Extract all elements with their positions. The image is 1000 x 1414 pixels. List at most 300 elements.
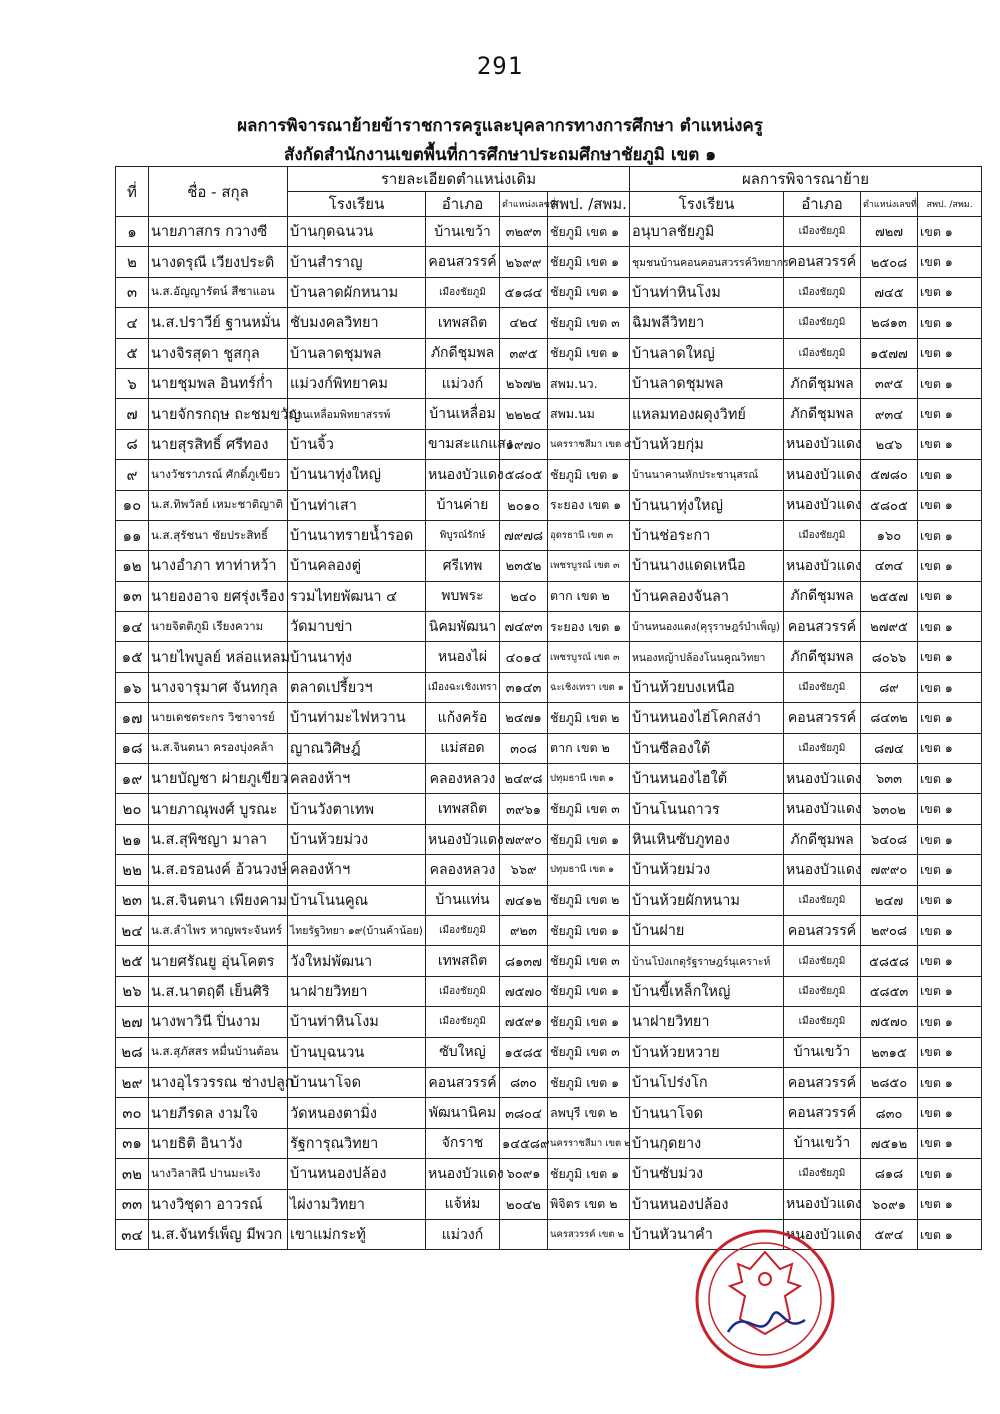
- table-row: [116, 399, 982, 429]
- original-area-office: ชัยภูมิ เขต ๑: [548, 915, 630, 945]
- header-name: ชื่อ - สกุล: [149, 167, 288, 217]
- original-position-no: ๗๔๙๓: [500, 612, 548, 642]
- original-school: รัฐการุณวิทยา: [288, 1128, 426, 1158]
- table-row: [116, 794, 982, 824]
- original-amphoe: หนองบัวแดง: [426, 824, 500, 854]
- original-position-no: ๗๙๗๘: [500, 520, 548, 550]
- row-number: ๑: [116, 217, 149, 247]
- new-position-no: ๗๕๗๐: [861, 1007, 918, 1037]
- table-row: [116, 885, 982, 915]
- new-area: เขต ๑: [918, 855, 982, 885]
- original-school: บ้านนาโจด: [288, 1067, 426, 1097]
- original-school: บ้านท่าเสา: [288, 490, 426, 520]
- original-school: บ้านหนองปล้อง: [288, 1159, 426, 1189]
- original-area-office: ปทุมธานี เขต ๑: [548, 764, 630, 794]
- original-position-no: ๒๖๗๒: [500, 368, 548, 398]
- original-position-no: ๒๔๗๑: [500, 703, 548, 733]
- original-position-no: ๒๖๙๙: [500, 247, 548, 277]
- teacher-name: นางอำภา ทาท่าหว้า: [149, 551, 288, 581]
- original-school: บ้านกุดฉนวน: [288, 217, 426, 247]
- original-position-no: ๔๒๔: [500, 308, 548, 338]
- original-school: วังใหม่พัฒนา: [288, 946, 426, 976]
- original-amphoe: บ้านเขว้า: [426, 217, 500, 247]
- original-position-no: ๓๑๔๓: [500, 672, 548, 702]
- new-amphoe: คอนสวรรค์: [784, 703, 861, 733]
- new-amphoe: หนองบัวแดง: [784, 429, 861, 459]
- row-number: ๒๓: [116, 885, 149, 915]
- original-position-no: ๒๔๙๘: [500, 764, 548, 794]
- original-position-no: ๕๘๐๕: [500, 460, 548, 490]
- new-position-no: ๘๐๖๖: [861, 642, 918, 672]
- new-school: บ้านห้วยผักหนาม: [630, 885, 784, 915]
- original-school: วัดหนองตามิ่ง: [288, 1098, 426, 1128]
- new-area: เขต ๑: [918, 946, 982, 976]
- new-position-no: ๖๐๙๑: [861, 1189, 918, 1219]
- original-amphoe: หนองไผ่: [426, 642, 500, 672]
- original-area-office: ชัยภูมิ เขต ๑: [548, 277, 630, 307]
- teacher-name: นางจารุมาศ จันทกุล: [149, 672, 288, 702]
- new-school: บ้านคลองจันลา: [630, 581, 784, 611]
- table-row: [116, 581, 982, 611]
- teacher-name: น.ส.จินตนา เพียงคาม: [149, 885, 288, 915]
- header-new-position-no: ตำแหน่งเลขที่: [861, 192, 918, 217]
- row-number: ๓๐: [116, 1098, 149, 1128]
- new-position-no: ๕๘๕๓: [861, 976, 918, 1006]
- new-school: บ้านนาโจด: [630, 1098, 784, 1128]
- original-amphoe: เทพสถิต: [426, 308, 500, 338]
- table-row: [116, 460, 982, 490]
- row-number: ๑๔: [116, 612, 149, 642]
- new-area: เขต ๑: [918, 1037, 982, 1067]
- original-school: ไผ่งามวิทยา: [288, 1189, 426, 1219]
- new-amphoe: หนองบัวแดง: [784, 551, 861, 581]
- table-row: [116, 915, 982, 945]
- new-amphoe: หนองบัวแดง: [784, 460, 861, 490]
- new-area: เขต ๑: [918, 794, 982, 824]
- original-position-no: ๒๐๔๒: [500, 1189, 548, 1219]
- original-amphoe: บ้านค่าย: [426, 490, 500, 520]
- row-number: ๔: [116, 308, 149, 338]
- original-position-no: ๔๐๑๔: [500, 642, 548, 672]
- original-position-no: ๓๙๕: [500, 338, 548, 368]
- new-area: เขต ๑: [918, 217, 982, 247]
- new-area: เขต ๑: [918, 976, 982, 1006]
- new-school: บ้านหนองไฮ่โคกสง่า: [630, 703, 784, 733]
- teacher-name: นายสุรสิทธิ์ ศรีทอง: [149, 429, 288, 459]
- new-school: ชุมชนบ้านคอนคอนสวรรค์วิทยากร: [630, 247, 784, 277]
- new-area: เขต ๑: [918, 703, 982, 733]
- original-school: ตลาดเปรี้ยวฯ: [288, 672, 426, 702]
- table-row: [116, 1128, 982, 1158]
- teacher-name: นางวิลาสินี ปานมะเริง: [149, 1159, 288, 1189]
- table-row: [116, 217, 982, 247]
- new-amphoe: เมืองชัยภูมิ: [784, 338, 861, 368]
- original-position-no: ๒๓๕๒: [500, 551, 548, 581]
- original-area-office: ชัยภูมิ เขต ๑: [548, 1159, 630, 1189]
- teacher-name: นายไพบูลย์ หล่อแหลม: [149, 642, 288, 672]
- row-number: ๗: [116, 399, 149, 429]
- new-position-no: ๒๕๐๘: [861, 247, 918, 277]
- table-row: [116, 672, 982, 702]
- new-position-no: ๖๔๐๘: [861, 824, 918, 854]
- original-amphoe: แก้งคร้อ: [426, 703, 500, 733]
- original-school: บ้านนาทรายน้ำรอด: [288, 520, 426, 550]
- new-school: บ้านกุดยาง: [630, 1128, 784, 1158]
- new-position-no: ๑๖๐: [861, 520, 918, 550]
- table-row: [116, 976, 982, 1006]
- row-number: ๒๑: [116, 824, 149, 854]
- original-position-no: ๒๐๑๐: [500, 490, 548, 520]
- teacher-name: นางดรุณี เวียงประดิ: [149, 247, 288, 277]
- original-amphoe: บ้านแท่น: [426, 885, 500, 915]
- new-amphoe: ภักดีชุมพล: [784, 581, 861, 611]
- row-number: ๙: [116, 460, 149, 490]
- new-school: บ้านหนองไฮใต้: [630, 764, 784, 794]
- original-amphoe: แม่สอด: [426, 733, 500, 763]
- new-amphoe: ภักดีชุมพล: [784, 399, 861, 429]
- original-amphoe: เมืองชัยภูมิ: [426, 915, 500, 945]
- table-row: [116, 1037, 982, 1067]
- original-amphoe: นิคมพัฒนา: [426, 612, 500, 642]
- new-school: หนองหญ้าปล้องโนนคูณวิทยา: [630, 642, 784, 672]
- original-area-office: ลพบุรี เขต ๒: [548, 1098, 630, 1128]
- teacher-name: นายจักรกฤษ ถะชมขวัญ: [149, 399, 288, 429]
- new-area: เขต ๑: [918, 277, 982, 307]
- original-area-office: ชัยภูมิ เขต ๑: [548, 824, 630, 854]
- new-position-no: ๕๘๐๕: [861, 490, 918, 520]
- row-number: ๒: [116, 247, 149, 277]
- new-amphoe: หนองบัวแดง: [784, 855, 861, 885]
- original-area-office: สพม.นม: [548, 399, 630, 429]
- new-amphoe: เมืองชัยภูมิ: [784, 277, 861, 307]
- header-new-amphoe: อำเภอ: [784, 192, 861, 217]
- original-position-no: ๑๙๗๐: [500, 429, 548, 459]
- new-amphoe: ภักดีชุมพล: [784, 824, 861, 854]
- new-school: นาฝายวิทยา: [630, 1007, 784, 1037]
- original-area-office: ชัยภูมิ เขต ๑: [548, 1067, 630, 1097]
- new-school: ฉิมพลีวิทยา: [630, 308, 784, 338]
- original-amphoe: เมืองชัยภูมิ: [426, 277, 500, 307]
- new-position-no: ๗๔๕: [861, 277, 918, 307]
- table-row: [116, 946, 982, 976]
- teacher-name: นางพาวินี ปิ่นงาม: [149, 1007, 288, 1037]
- original-position-no: ๒๒๒๔: [500, 399, 548, 429]
- new-area: เขต ๑: [918, 733, 982, 763]
- new-position-no: ๒๘๑๓: [861, 308, 918, 338]
- new-position-no: ๒๘๕๐: [861, 1067, 918, 1097]
- original-school: บ้านโนนคูณ: [288, 885, 426, 915]
- original-position-no: ๕๑๘๔: [500, 277, 548, 307]
- header-transfer-result: ผลการพิจารณาย้าย: [630, 167, 982, 192]
- new-amphoe: บ้านเขว้า: [784, 1037, 861, 1067]
- teacher-name: นายบัญชา ผ่ายภูเขียว: [149, 764, 288, 794]
- new-amphoe: เมืองชัยภูมิ: [784, 217, 861, 247]
- teacher-name: น.ส.จันทร์เพ็ญ มีพวก: [149, 1219, 288, 1249]
- original-school: บ้านนาทุ่งใหญ่: [288, 460, 426, 490]
- new-position-no: ๖๓๐๒: [861, 794, 918, 824]
- original-school: บ้านลาดชุมพล: [288, 338, 426, 368]
- original-amphoe: แจ้ห่ม: [426, 1189, 500, 1219]
- table-row: [116, 824, 982, 854]
- new-area: เขต ๑: [918, 612, 982, 642]
- teacher-name: นางจิรสุดา ชูสกุล: [149, 338, 288, 368]
- table-row: [116, 1159, 982, 1189]
- new-amphoe: ภักดีชุมพล: [784, 642, 861, 672]
- new-position-no: ๗๒๗: [861, 217, 918, 247]
- row-number: ๑๖: [116, 672, 149, 702]
- original-area-office: ชัยภูมิ เขต ๑: [548, 217, 630, 247]
- new-position-no: ๖๓๓: [861, 764, 918, 794]
- original-position-no: ๓๒๙๓: [500, 217, 548, 247]
- original-school: บ้านลาดผักหนาม: [288, 277, 426, 307]
- original-school: ชับมงคลวิทยา: [288, 308, 426, 338]
- new-amphoe: หนองบัวแดง: [784, 490, 861, 520]
- teacher-name: นายองอาจ ยศรุ่งเรือง: [149, 581, 288, 611]
- row-number: ๒๘: [116, 1037, 149, 1067]
- new-amphoe: เมืองชัยภูมิ: [784, 733, 861, 763]
- new-school: บ้านโป่งเกตุรัฐราษฎร์นุเคราะห์: [630, 946, 784, 976]
- original-amphoe: พัฒนานิคม: [426, 1098, 500, 1128]
- original-position-no: ๗๔๑๒: [500, 885, 548, 915]
- document-subtitle: สังกัดสำนักงานเขตพื้นที่การศึกษาประถมศึกษาชัยภูมิ เขต ๑: [283, 145, 717, 165]
- row-number: ๒๙: [116, 1067, 149, 1097]
- teacher-name: นายศรัณยู อุ่นโคตร: [149, 946, 288, 976]
- original-area-office: นครสวรรค์ เขต ๒: [548, 1219, 630, 1249]
- new-area: เขต ๑: [918, 1067, 982, 1097]
- row-number: ๑๑: [116, 520, 149, 550]
- new-area: เขต ๑: [918, 1098, 982, 1128]
- new-position-no: ๘๗๔: [861, 733, 918, 763]
- header-new-school: โรงเรียน: [630, 192, 784, 217]
- new-area: เขต ๑: [918, 1219, 982, 1249]
- new-amphoe: หนองบัวแดง: [784, 1219, 861, 1249]
- original-position-no: ๙๒๓: [500, 915, 548, 945]
- table-row: [116, 855, 982, 885]
- row-number: ๑๗: [116, 703, 149, 733]
- new-area: เขต ๑: [918, 885, 982, 915]
- original-school: ไทยรัฐวิทยา ๑๙(บ้านค้าน้อย): [288, 915, 426, 945]
- original-amphoe: แม่วงก์: [426, 368, 500, 398]
- new-school: บ้านห้วยกุ่ม: [630, 429, 784, 459]
- new-amphoe: เมืองชัยภูมิ: [784, 885, 861, 915]
- original-position-no: ๘๑๓๗: [500, 946, 548, 976]
- header-original-school: โรงเรียน: [288, 192, 426, 217]
- original-amphoe: พิบูรณ์รักษ์: [426, 520, 500, 550]
- teacher-name: นายภาสกร กวางซี: [149, 217, 288, 247]
- row-number: ๖: [116, 368, 149, 398]
- table-row: [116, 733, 982, 763]
- original-position-no: ๑๕๘๕: [500, 1037, 548, 1067]
- teacher-name: น.ส.จินตนา ครองบุ่งคล้า: [149, 733, 288, 763]
- new-amphoe: หนองบัวแดง: [784, 764, 861, 794]
- teacher-name: นางอุไรวรรณ ช่างปลูก: [149, 1067, 288, 1097]
- new-area: เขต ๑: [918, 490, 982, 520]
- row-number: ๑๘: [116, 733, 149, 763]
- new-area: เขต ๑: [918, 824, 982, 854]
- new-amphoe: หนองบัวแดง: [784, 794, 861, 824]
- original-position-no: ๓๘๐๔: [500, 1098, 548, 1128]
- new-school: หินเหินซับภูทอง: [630, 824, 784, 854]
- new-position-no: ๙๓๔: [861, 399, 918, 429]
- original-amphoe: เมืองฉะเชิงเทรา: [426, 672, 500, 702]
- teacher-name: น.ส.สุภัสสร หมื่นบ้านต้อน: [149, 1037, 288, 1067]
- row-number: ๑๙: [116, 764, 149, 794]
- original-school: วัดมาบข่า: [288, 612, 426, 642]
- new-position-no: ๑๕๗๗: [861, 338, 918, 368]
- original-school: บ้านคลองตู่: [288, 551, 426, 581]
- new-position-no: ๗๙๙๐: [861, 855, 918, 885]
- teacher-name: นางวัชราภรณ์ ศักดิ์ภูเขียว: [149, 460, 288, 490]
- table-row: [116, 277, 982, 307]
- header-original-position: รายละเอียดตำแหน่งเดิม: [288, 167, 630, 192]
- table-row: [116, 612, 982, 642]
- header-original-area: สพป. /สพม.: [548, 192, 630, 217]
- table-row: [116, 308, 982, 338]
- row-number: ๒๗: [116, 1007, 149, 1037]
- original-area-office: ชัยภูมิ เขต ๑: [548, 338, 630, 368]
- table-row: [116, 338, 982, 368]
- table-row: [116, 1007, 982, 1037]
- row-number: ๑๓: [116, 581, 149, 611]
- row-number: ๒๔: [116, 915, 149, 945]
- original-area-office: ฉะเชิงเทรา เขต ๑: [548, 672, 630, 702]
- teacher-name: น.ส.สุพิชญา มาลา: [149, 824, 288, 854]
- original-position-no: ๓๙๖๑: [500, 794, 548, 824]
- new-amphoe: เมืองชัยภูมิ: [784, 520, 861, 550]
- original-area-office: อุดรธานี เขต ๓: [548, 520, 630, 550]
- original-area-office: ชัยภูมิ เขต ๑: [548, 976, 630, 1006]
- original-position-no: ๗๙๙๐: [500, 824, 548, 854]
- table-row: [116, 1067, 982, 1097]
- header-original-amphoe: อำเภอ: [426, 192, 500, 217]
- original-area-office: ชัยภูมิ เขต ๒: [548, 703, 630, 733]
- new-area: เขต ๑: [918, 429, 982, 459]
- new-school: บ้านช่อระกา: [630, 520, 784, 550]
- original-amphoe: จักราช: [426, 1128, 500, 1158]
- original-area-office: ชัยภูมิ เขต ๓: [548, 1037, 630, 1067]
- new-amphoe: คอนสวรรค์: [784, 612, 861, 642]
- original-amphoe: เทพสถิต: [426, 946, 500, 976]
- new-school: บ้านท่าหินโงม: [630, 277, 784, 307]
- table-row: [116, 551, 982, 581]
- original-amphoe: คอนสวรรค์: [426, 1067, 500, 1097]
- new-area: เขต ๑: [918, 520, 982, 550]
- table-row: [116, 429, 982, 459]
- new-school: แหลมทองผดุงวิทย์: [630, 399, 784, 429]
- new-amphoe: เมืองชัยภูมิ: [784, 946, 861, 976]
- new-area: เขต ๑: [918, 764, 982, 794]
- new-position-no: ๗๕๑๒: [861, 1128, 918, 1158]
- table-row: [116, 1219, 982, 1249]
- new-position-no: ๕๗๘๐: [861, 460, 918, 490]
- table-row: [116, 1189, 982, 1219]
- new-school: อนุบาลชัยภูมิ: [630, 217, 784, 247]
- original-area-office: ระยอง เขต ๑: [548, 612, 630, 642]
- new-area: เขต ๑: [918, 368, 982, 398]
- new-school: บ้านโนนถาวร: [630, 794, 784, 824]
- original-amphoe: แม่วงก์: [426, 1219, 500, 1249]
- new-school: บ้านฝาย: [630, 915, 784, 945]
- original-area-office: เพชรบูรณ์ เขต ๓: [548, 642, 630, 672]
- new-area: เขต ๑: [918, 581, 982, 611]
- new-school: บ้านนาคานหักประชานุสรณ์: [630, 460, 784, 490]
- row-number: ๕: [116, 338, 149, 368]
- teacher-name: นางวิชุดา อาวรณ์: [149, 1189, 288, 1219]
- new-position-no: ๒๔๗: [861, 885, 918, 915]
- new-school: บ้านขี้เหล็กใหญ่: [630, 976, 784, 1006]
- original-area-office: นครราชสีมา เขต ๕: [548, 429, 630, 459]
- original-area-office: ปทุมธานี เขต ๑: [548, 855, 630, 885]
- original-position-no: [500, 1219, 548, 1249]
- new-area: เขต ๑: [918, 1007, 982, 1037]
- teacher-name: น.ส.นาตฤดี เย็นศิริ: [149, 976, 288, 1006]
- teacher-name: นายจิตติภูมิ เรียงความ: [149, 612, 288, 642]
- original-position-no: ๗๕๙๑: [500, 1007, 548, 1037]
- new-amphoe: คอนสวรรค์: [784, 915, 861, 945]
- original-school: แม่วงก์พิทยาคม: [288, 368, 426, 398]
- table-row: [116, 368, 982, 398]
- original-amphoe: พบพระ: [426, 581, 500, 611]
- row-number: ๑๒: [116, 551, 149, 581]
- original-area-office: ตาก เขต ๒: [548, 733, 630, 763]
- original-area-office: ชัยภูมิ เขต ๑: [548, 460, 630, 490]
- new-area: เขต ๑: [918, 460, 982, 490]
- row-number: ๘: [116, 429, 149, 459]
- original-school: บ้านวังตาเทพ: [288, 794, 426, 824]
- header-new-area: สพป. /สพม.: [918, 192, 982, 217]
- original-school: บ้านเหลื่อมพิทยาสรรพ์: [288, 399, 426, 429]
- original-position-no: ๖๐๙๑: [500, 1159, 548, 1189]
- original-school: รวมไทยพัฒนา ๔: [288, 581, 426, 611]
- new-amphoe: เมืองชัยภูมิ: [784, 1007, 861, 1037]
- new-school: บ้านหนองปล้อง: [630, 1189, 784, 1219]
- teacher-name: นายชุมพล อินทร์ก่ำ: [149, 368, 288, 398]
- row-number: ๒๒: [116, 855, 149, 885]
- teacher-name: นายภีรดล งามใจ: [149, 1098, 288, 1128]
- new-position-no: ๔๓๔: [861, 551, 918, 581]
- original-school: บ้านจิ้ว: [288, 429, 426, 459]
- original-amphoe: เมืองชัยภูมิ: [426, 976, 500, 1006]
- header-no: ที่: [116, 167, 149, 217]
- new-position-no: ๘๔๓๒: [861, 703, 918, 733]
- new-school: บ้านซีลองใต้: [630, 733, 784, 763]
- row-number: ๒๕: [116, 946, 149, 976]
- teacher-name: น.ส.ลำไพร หาญพระจันทร์: [149, 915, 288, 945]
- new-school: บ้านซับม่วง: [630, 1159, 784, 1189]
- new-school: บ้านนางแดดเหนือ: [630, 551, 784, 581]
- original-position-no: ๒๔๐: [500, 581, 548, 611]
- teacher-name: น.ส.ปราวีย์ ฐานหมั่น: [149, 308, 288, 338]
- original-area-office: ตาก เขต ๒: [548, 581, 630, 611]
- original-position-no: ๑๔๕๘๙: [500, 1128, 548, 1158]
- original-amphoe: ขามสะแกแสง: [426, 429, 500, 459]
- original-position-no: ๓๐๘: [500, 733, 548, 763]
- new-school: บ้านโปร่งโก: [630, 1067, 784, 1097]
- original-amphoe: บ้านเหลื่อม: [426, 399, 500, 429]
- new-area: เขต ๑: [918, 399, 982, 429]
- original-amphoe: ซับใหญ่: [426, 1037, 500, 1067]
- original-amphoe: หนองบัวแดง: [426, 1159, 500, 1189]
- original-amphoe: หนองบัวแดง: [426, 460, 500, 490]
- original-school: นาฝายวิทยา: [288, 976, 426, 1006]
- new-amphoe: หนองบัวแดง: [784, 1189, 861, 1219]
- original-position-no: ๗๕๗๐: [500, 976, 548, 1006]
- teacher-name: น.ส.สุรัชนา ชัยประสิทธิ์: [149, 520, 288, 550]
- teacher-name: น.ส.อัญญารัตน์ สีชาแอน: [149, 277, 288, 307]
- new-position-no: ๒๕๕๗: [861, 581, 918, 611]
- teacher-name: นายธิติ อินาวัง: [149, 1128, 288, 1158]
- row-number: ๓: [116, 277, 149, 307]
